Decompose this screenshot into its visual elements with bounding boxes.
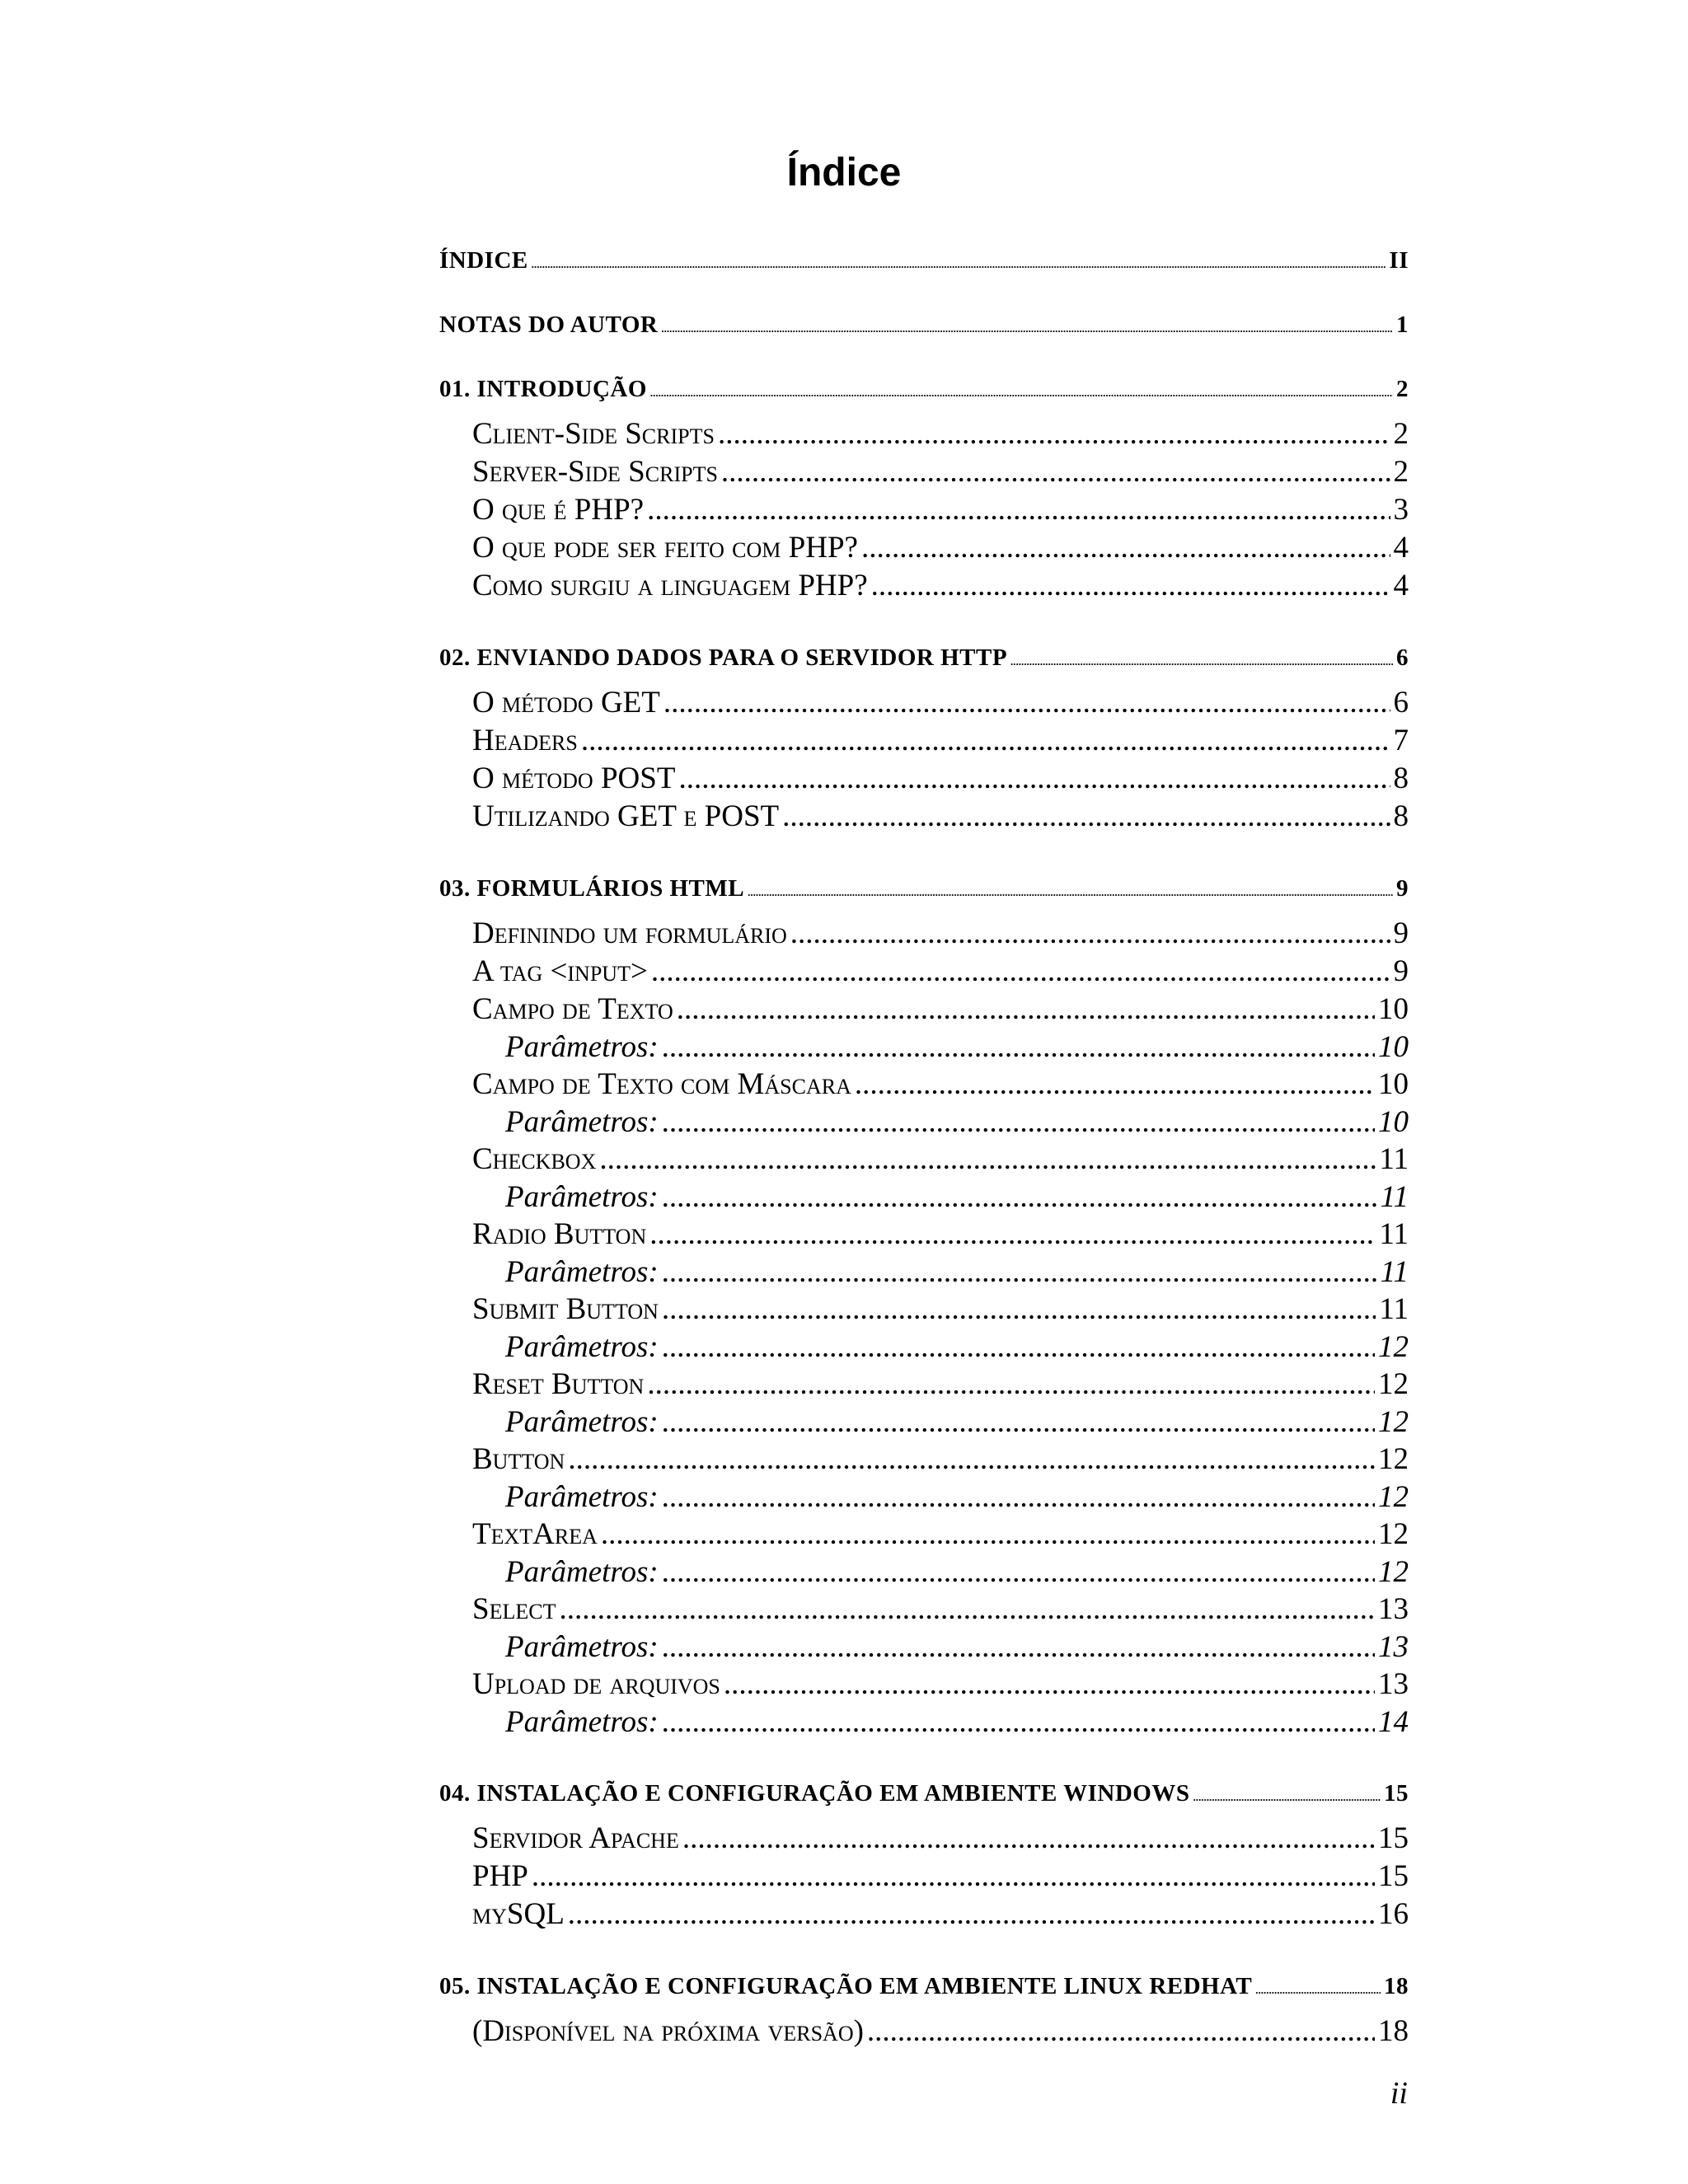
toc-entry-page: 1: [1396, 312, 1409, 338]
toc-entry-level-2: [472, 1896, 1409, 1933]
toc-entry-level-3: [505, 1404, 1409, 1441]
toc-entry-level-3: [505, 1329, 1409, 1366]
dot-leader: [790, 915, 1390, 953]
toc-entry-level-2: [472, 1516, 1409, 1554]
toc-entry-label: Como surgiu a linguagem PHP?: [472, 569, 868, 602]
dot-leader: [861, 529, 1390, 567]
toc-entry-level-1: [439, 875, 1409, 900]
toc-entry-level-2: [472, 567, 1409, 605]
toc-entry-label: Campo de Texto com Máscara: [472, 1067, 851, 1101]
toc-entry-page: 12: [1378, 1405, 1409, 1439]
toc-entry-label: O método POST: [472, 762, 676, 795]
toc-entry-page: 15: [1384, 1780, 1409, 1807]
toc-entry-label: Parâmetros:: [505, 1180, 659, 1214]
toc-entry-page: 12: [1378, 1517, 1409, 1551]
toc-entry-page: 11: [1380, 1255, 1409, 1289]
dot-leader: [721, 453, 1390, 491]
toc-entry-page: 13: [1378, 1630, 1409, 1664]
toc-entry-page: 8: [1393, 799, 1409, 833]
dot-leader: [663, 684, 1390, 722]
toc-entry-level-2: [472, 991, 1409, 1029]
toc-entry-label: Parâmetros:: [505, 1255, 659, 1289]
toc-entry-label: Parâmetros:: [505, 1330, 659, 1364]
dot-leader: [662, 1029, 1375, 1066]
dot-leader: [871, 567, 1390, 605]
dot-leader: [662, 1254, 1377, 1291]
dot-leader: [677, 991, 1375, 1029]
toc-entry-label: Headers: [472, 724, 578, 757]
toc-entry-page: 13: [1378, 1592, 1409, 1626]
toc-entry-level-3: [505, 1179, 1409, 1216]
dot-leader: [568, 1441, 1375, 1479]
toc-entry-label: 02. ENVIANDO DADOS PARA O SERVIDOR HTTP: [439, 644, 1008, 671]
dot-leader: [662, 1629, 1375, 1666]
dot-leader: [782, 798, 1390, 836]
dot-leader: [855, 1066, 1375, 1104]
toc-entry-label: A tag <input>: [472, 954, 648, 988]
toc-entry-level-3: [505, 1554, 1409, 1591]
toc-entry-page: 9: [1393, 916, 1409, 950]
toc-entry-page: 12: [1378, 1330, 1409, 1364]
toc-entry-label: Parâmetros:: [505, 1630, 659, 1664]
toc-entry-page: 2: [1393, 417, 1409, 451]
toc-entry-level-2: [472, 1291, 1409, 1329]
toc-entry-level-1: [439, 1973, 1409, 1998]
toc-entry-label: TextArea: [472, 1517, 598, 1551]
toc-entry-label: Select: [472, 1592, 556, 1626]
dot-leader: [1193, 1791, 1381, 1804]
toc-entry-level-2: [472, 1066, 1409, 1104]
toc-entry-label: Parâmetros:: [505, 1705, 659, 1739]
toc-entry-page: 18: [1384, 1973, 1409, 1999]
dot-leader: [581, 722, 1390, 760]
toc-entry-level-2: [472, 1366, 1409, 1404]
toc-entry-level-2: [472, 2013, 1409, 2050]
toc-entry-page: 7: [1393, 724, 1409, 757]
toc-entry-page: 16: [1378, 1897, 1409, 1931]
toc-entry-label: Campo de Texto: [472, 992, 673, 1026]
dot-leader: [662, 1704, 1375, 1741]
dot-leader: [867, 2013, 1375, 2050]
toc-entry-level-2: [472, 915, 1409, 953]
toc-entry-page: 8: [1393, 762, 1409, 795]
toc-entry-page: 10: [1378, 1030, 1409, 1064]
toc-entry-page: 14: [1378, 1705, 1409, 1739]
toc-entry-level-1: [439, 312, 1409, 336]
toc-entry-level-3: [505, 1029, 1409, 1066]
toc-entry-label: Utilizando GET e POST: [472, 799, 780, 833]
toc-entry-level-2: [472, 529, 1409, 567]
toc-entry-page: II: [1389, 247, 1409, 274]
toc-entry-level-3: [505, 1704, 1409, 1741]
toc-entry-label: PHP: [472, 1859, 528, 1893]
dot-leader: [662, 1291, 1376, 1329]
toc-entry-page: 12: [1378, 1480, 1409, 1514]
table-of-contents: [439, 247, 1409, 2050]
dot-leader: [662, 1179, 1377, 1216]
toc-entry-page: 12: [1378, 1442, 1409, 1476]
toc-entry-level-3: [505, 1629, 1409, 1666]
toc-entry-page: 4: [1393, 569, 1409, 602]
toc-entry-page: 15: [1378, 1821, 1409, 1855]
toc-entry-page: 11: [1379, 1292, 1409, 1326]
dot-leader: [662, 1479, 1375, 1516]
toc-entry-level-2: [472, 415, 1409, 453]
toc-entry-page: 15: [1378, 1859, 1409, 1893]
toc-entry-level-1: [439, 247, 1409, 272]
dot-leader: [1010, 655, 1393, 668]
dot-leader: [682, 1820, 1375, 1858]
toc-entry-label: mySQL: [472, 1897, 565, 1931]
toc-entry-label: 04. INSTALAÇÃO E CONFIGURAÇÃO EM AMBIENTE WINDOWS: [439, 1780, 1190, 1807]
dot-leader: [662, 1329, 1375, 1366]
dot-leader: [532, 258, 1386, 271]
toc-entry-label: Submit Button: [472, 1292, 659, 1326]
toc-entry-level-2: [472, 684, 1409, 722]
toc-entry-label: Definindo um formulário: [472, 916, 787, 950]
dot-leader: [532, 1858, 1375, 1896]
toc-entry-level-2: [472, 453, 1409, 491]
toc-entry-page: 10: [1378, 1067, 1409, 1101]
toc-entry-label: Radio Button: [472, 1217, 647, 1251]
toc-entry-label: 01. INTRODUÇÃO: [439, 376, 647, 402]
toc-entry-level-2: [472, 722, 1409, 760]
toc-entry-page: 12: [1378, 1555, 1409, 1589]
toc-entry-label: Parâmetros:: [505, 1480, 659, 1514]
dot-leader: [650, 387, 1393, 400]
toc-entry-label: Client-Side Scripts: [472, 417, 715, 451]
toc-entry-page: 6: [1396, 644, 1409, 671]
toc-entry-label: Parâmetros:: [505, 1030, 659, 1064]
dot-leader: [651, 953, 1390, 991]
toc-entry-level-1: [439, 1780, 1409, 1805]
toc-entry-level-2: [472, 953, 1409, 991]
dot-leader: [647, 1366, 1375, 1404]
toc-entry-label: Upload de arquivos: [472, 1667, 720, 1701]
dot-leader: [718, 415, 1390, 453]
toc-entry-page: 12: [1378, 1367, 1409, 1401]
toc-entry-level-2: [472, 1141, 1409, 1179]
toc-entry-page: 9: [1393, 954, 1409, 988]
toc-entry-page: 13: [1378, 1667, 1409, 1701]
dot-leader: [748, 886, 1393, 899]
dot-leader: [559, 1591, 1375, 1629]
toc-entry-label: (Disponível na próxima versão): [472, 2014, 864, 2048]
toc-entry-label: Parâmetros:: [505, 1405, 659, 1439]
toc-entry-label: Reset Button: [472, 1367, 645, 1401]
toc-entry-page: 4: [1393, 531, 1409, 565]
toc-entry-level-2: [472, 1441, 1409, 1479]
toc-entry-level-2: [472, 1216, 1409, 1254]
toc-entry-page: 6: [1393, 686, 1409, 719]
toc-entry-label: Server-Side Scripts: [472, 455, 718, 489]
toc-entry-level-2: [472, 1591, 1409, 1629]
toc-entry-page: 11: [1380, 1180, 1409, 1214]
toc-entry-label: Parâmetros:: [505, 1555, 659, 1589]
dot-leader: [599, 1141, 1376, 1179]
toc-entry-label: ÍNDICE: [439, 247, 528, 274]
toc-entry-page: 11: [1379, 1142, 1409, 1176]
toc-entry-level-2: [472, 798, 1409, 836]
dot-leader: [678, 760, 1390, 798]
dot-leader: [661, 322, 1393, 335]
toc-entry-level-2: [472, 1858, 1409, 1896]
toc-entry-label: Servidor Apache: [472, 1821, 679, 1855]
toc-entry-label: NOTAS DO AUTOR: [439, 312, 659, 338]
dot-leader: [724, 1666, 1375, 1704]
dot-leader: [647, 491, 1390, 529]
toc-entry-level-2: [472, 491, 1409, 529]
toc-entry-level-3: [505, 1254, 1409, 1291]
page-title: Índice: [786, 151, 902, 194]
toc-entry-level-1: [439, 376, 1409, 401]
toc-entry-page: 2: [1393, 455, 1409, 489]
toc-entry-level-2: [472, 1666, 1409, 1704]
toc-entry-level-2: [472, 760, 1409, 798]
toc-entry-page: 10: [1378, 992, 1409, 1026]
toc-entry-label: Parâmetros:: [505, 1105, 659, 1139]
dot-leader: [662, 1404, 1375, 1441]
toc-entry-page: 2: [1396, 376, 1409, 402]
dot-leader: [568, 1896, 1375, 1933]
dot-leader: [601, 1516, 1375, 1554]
toc-entry-label: Checkbox: [472, 1142, 597, 1176]
toc-entry-label: O que é PHP?: [472, 493, 645, 527]
toc-entry-page: 3: [1393, 493, 1409, 527]
toc-entry-label: 03. FORMULÁRIOS HTML: [439, 875, 745, 902]
toc-entry-label: 05. INSTALAÇÃO E CONFIGURAÇÃO EM AMBIENTE LINUX REDHAT: [439, 1973, 1253, 1999]
toc-entry-label: Button: [472, 1442, 565, 1476]
toc-entry-page: 18: [1378, 2014, 1409, 2048]
toc-entry-label: O que pode ser feito com PHP?: [472, 531, 858, 565]
toc-entry-level-3: [505, 1479, 1409, 1516]
toc-entry-level-2: [472, 1820, 1409, 1858]
dot-leader: [662, 1554, 1375, 1591]
toc-entry-label: O método GET: [472, 686, 660, 719]
page-number: ii: [1390, 2076, 1408, 2111]
dot-leader: [662, 1104, 1375, 1141]
toc-entry-level-3: [505, 1104, 1409, 1141]
toc-entry-level-1: [439, 644, 1409, 669]
toc-entry-page: 11: [1379, 1217, 1409, 1251]
toc-entry-page: 10: [1378, 1105, 1409, 1139]
dot-leader: [1255, 1984, 1381, 1997]
dot-leader: [649, 1216, 1376, 1254]
toc-entry-page: 9: [1396, 875, 1409, 902]
